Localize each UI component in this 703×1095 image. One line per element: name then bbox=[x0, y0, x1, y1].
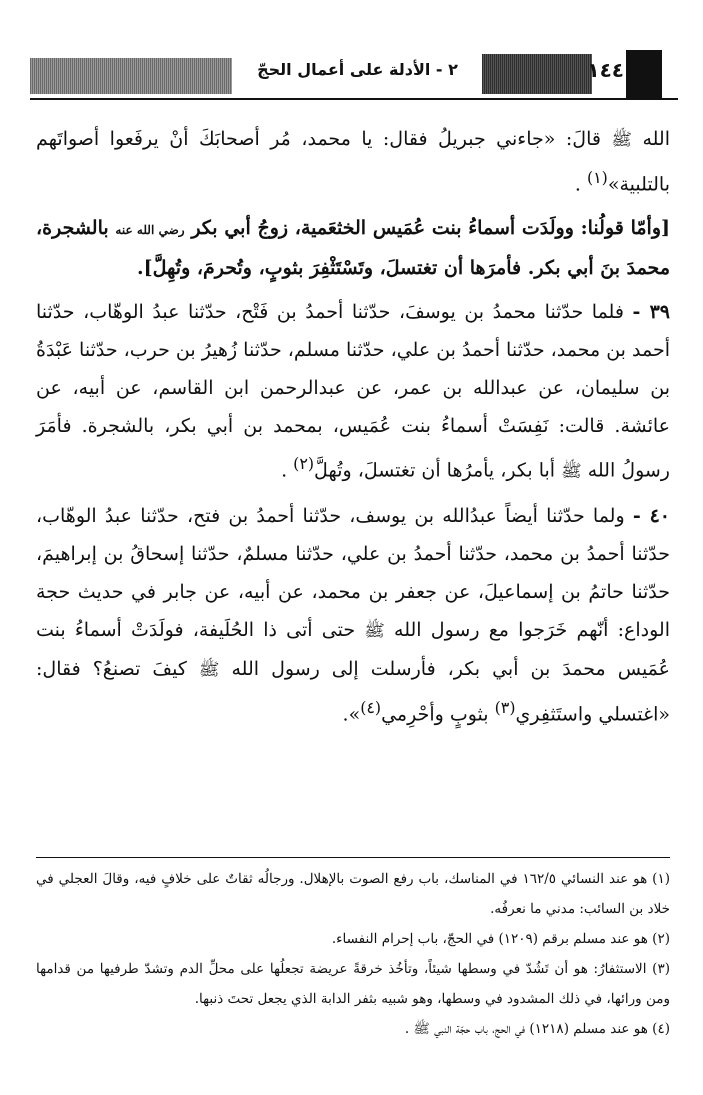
footnote-rule bbox=[36, 857, 670, 858]
footnote-text: الاستثفارُ: هو أن تَشُدّ في وسطها شيئاً، وتأخُذ خرقةً عريضة تجعلُها على محلِّ الدم وتشدّ طرفيها من قدامها ومن ورائها، في ذلك المشدود في وسطها، وهو شبيه بثفر الدابة الذي يجعل تحتَ ذنبها. bbox=[36, 961, 670, 1007]
running-title: ٢ - الأدلة على أعمال الحجّ bbox=[257, 60, 458, 79]
paragraph-39 bbox=[36, 293, 670, 490]
text: كيفَ تصنعُ؟ فقال: «اغتسلي واستَثفِري bbox=[36, 657, 670, 725]
hadith-number: ٤٠ - bbox=[632, 504, 670, 527]
paragraph-40 bbox=[36, 497, 670, 733]
main-text bbox=[36, 120, 670, 739]
paragraph-1 bbox=[36, 120, 670, 203]
footnote-text: . bbox=[404, 1021, 410, 1037]
header-black-block bbox=[626, 50, 662, 98]
text: ». bbox=[342, 702, 361, 725]
text: . bbox=[281, 459, 288, 482]
text: فلما حدّثنا محمدُ بن يوسفَ، حدّثنا أحمدُ بن فَتْح، حدّثنا عبدُ الوهّاب، حدّثنا أحمد بن محمد، حدّثنا أحمدُ بن علي، حدّثنا مسلم، حدّثنا زُهيرُ بن حرب، حدّثنا عَبْدَةُ بن سليمان، عن عبدالله بن عمر، عن عبدالرحمن ابن القاسم، عن أبيه، عن عائشة. قالت: نَفِسَتْ أسماءُ بنت عُمَيس، بمحمد بن أبي بكر، بالشجرة. فأمَرَ رسولُ الله bbox=[36, 301, 670, 482]
footnote-ref: (٣) bbox=[494, 697, 516, 717]
text: . bbox=[574, 173, 581, 196]
text: وولَدَت أسماءُ بنت عُمَيس الخثعَمية، زوجُ أبي بكر bbox=[191, 217, 574, 240]
text: قالَ: «جاءني جبريلُ فقال: يا محمد، مُر أصحابَكَ أنْ يرفَعوا أصواتَهم بالتلبية» bbox=[36, 128, 670, 196]
footnote-text: هو عند النسائي ١٦٢/٥ في المناسك، باب رفع الصوت بالإهلال. ورجالُه ثقاتٌ على خلافٍ فيه، وقالَ العجلي في خلاد بن السائب: مدني ما نعرفُه. bbox=[36, 871, 670, 917]
footnote-marker: (٤) bbox=[652, 1021, 670, 1037]
footnote-text: هو عند مسلم (١٢١٨) في الحج، باب حجّة النبي bbox=[434, 1021, 648, 1037]
hadith-number: ٣٩ - bbox=[632, 301, 670, 324]
salutation-symbol: ﷺ bbox=[364, 620, 385, 641]
footnote-2 bbox=[36, 924, 670, 954]
header-rule bbox=[30, 98, 678, 100]
footnote-3 bbox=[36, 954, 670, 1014]
footnote-ref: (٤) bbox=[360, 697, 382, 717]
footnote-ref: (٢) bbox=[293, 454, 315, 474]
header-shade-right bbox=[482, 54, 592, 94]
text: الله bbox=[642, 128, 670, 150]
text: بثوبٍ وأحْرِمي bbox=[381, 702, 489, 725]
text: ولما حدّثنا أيضاً عبدُالله بن يوسف، حدّثنا أحمدُ بن فتح، حدّثنا عبدُ الوهّاب، حدّثنا أحمدُ بن محمد، حدّثنا أحمدُ بن علي، حدّثنا مسلمٌ، حدّثنا إسحاقُ بن إبراهيمَ، حدّثنا حاتمُ بن إسماعيلَ، عن جعفر بن محمد، عن أبيه، عن جابر في حديث حجة الوداع: أنّهم خَرَجوا مع رسول الله bbox=[36, 504, 670, 641]
text: بالشجرة، محمدَ بنَ أبي بكر. فأمرَها أن تغتسلَ، وتَسْتَثْفِرَ بثوبٍ، وتُحرمَ، وتُهِلَّ]. bbox=[36, 217, 670, 280]
page-header bbox=[30, 50, 678, 100]
page-number: ١٤٤ bbox=[587, 58, 624, 82]
text: حتى أتى ذا الحُلَيفة، فولَدَتْ أسماءُ بنت عُمَيس محمدَ بن أبي بكر، فأرسلت إلى رسول الله bbox=[36, 618, 670, 680]
paragraph-2 bbox=[36, 209, 670, 287]
footnote-marker: (٣) bbox=[652, 961, 670, 977]
footnote-4 bbox=[36, 1014, 670, 1044]
footnote-1 bbox=[36, 864, 670, 924]
footnote-text: هو عند مسلم برقم (١٢٠٩) في الحجّ، باب إحرام النفساء. bbox=[331, 931, 648, 947]
salutation-symbol: ﷺ bbox=[198, 659, 220, 680]
footnote-marker: (١) bbox=[652, 871, 670, 887]
header-shade-left bbox=[30, 58, 232, 94]
footnote-ref: (١) bbox=[586, 168, 608, 187]
text: أبا بكر، يأمرُها أن تغتسلَ، وتُهلَّ bbox=[314, 459, 556, 482]
footnote-marker: (٢) bbox=[652, 931, 670, 947]
salutation-symbol: ﷺ bbox=[611, 130, 632, 150]
salutation-symbol: ﷺ bbox=[561, 461, 582, 482]
salutation-symbol: ﷺ bbox=[413, 1021, 430, 1037]
footnotes bbox=[36, 864, 670, 1044]
salutation-symbol: رضي الله عنه bbox=[115, 223, 185, 238]
lead-phrase: [وأمّا قولُنا: bbox=[580, 217, 670, 240]
